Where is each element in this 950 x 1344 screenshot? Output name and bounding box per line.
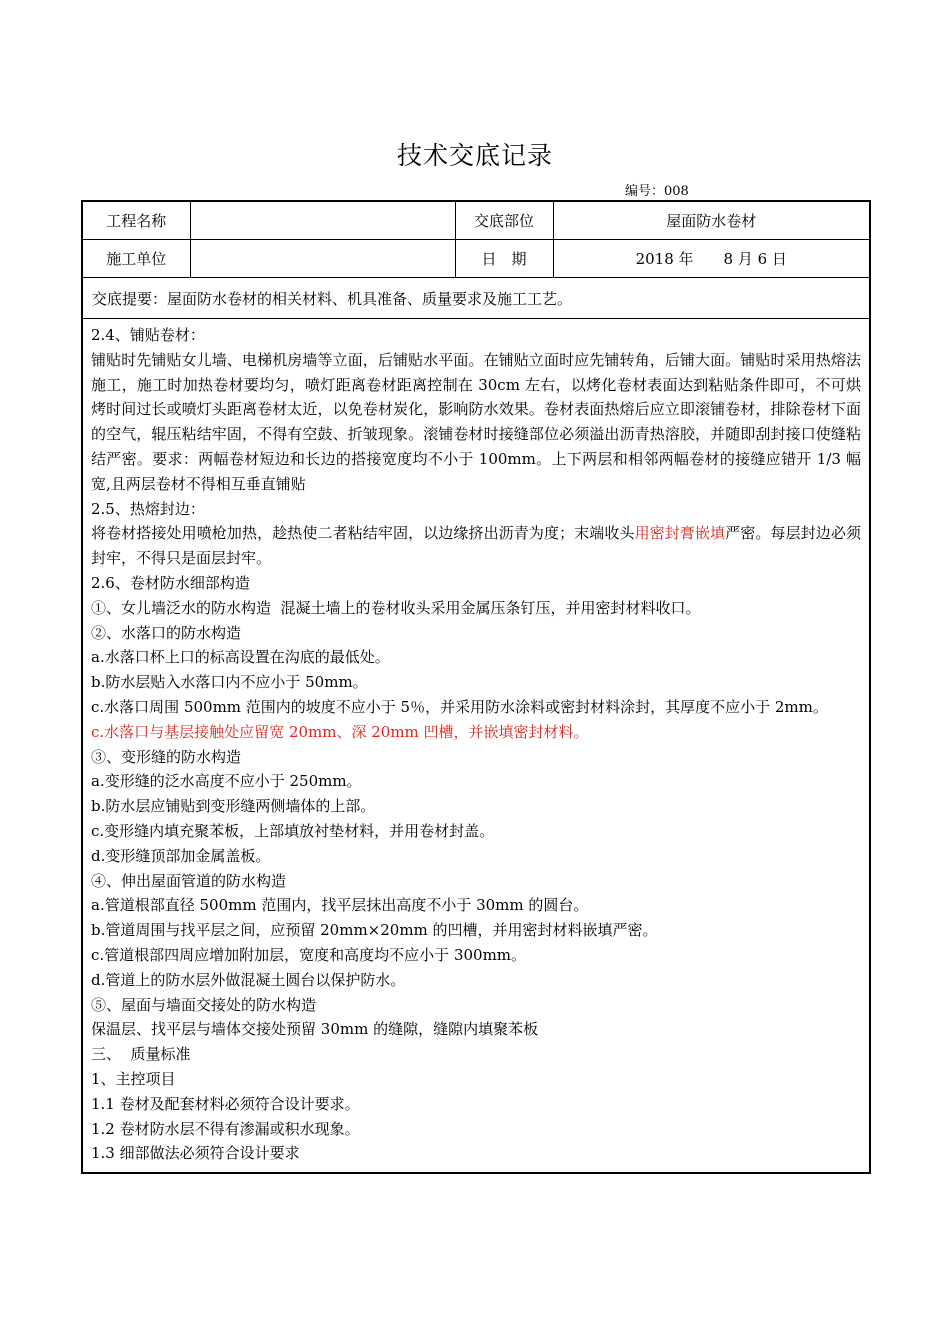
text-span: 严密。每层封边必须封牢，不得只是面层封牢。 [91,524,861,568]
project-name-label: 工程名称 [82,201,190,240]
part-label: 交底部位 [455,201,553,240]
text-span: 将卷材搭接处用喷枪加热，趁热使二者粘结牢固，以边缘挤出沥青为度；末端收头 [91,524,635,543]
table-row [82,201,870,240]
list-item: ③、变形缝的防水构造 [91,747,242,766]
content-body [82,319,870,1174]
list-item: 1.2 卷材防水层不得有渗漏或积水现象。 [91,1119,360,1138]
section-2-4-text: 铺贴时先铺贴女儿墙、电梯机房墙等立面，后铺贴水平面。在铺贴立面时应先铺转角，后铺大面。铺贴时采用热熔法施工，施工时加热卷材要均匀，喷灯距离卷材距离控制在 30cm 左右，以烤化卷材表面达到粘贴条件即可，不可烘烤时间过长或喷灯头距离卷材太近，以免卷材炭化，影响防水效果。卷材表面热熔后应立即滚铺卷材，排除卷材下面的空气，辊压粘结牢固，不得有空鼓、折皱现象。滚铺卷材时接缝部位必须溢出沥青热溶胶，并随即刮封接口使缝粘结严密。要求：两幅卷材短边和长边的搭接宽度均不小于 100mm。上下两层和相邻两幅卷材的接缝应错开 1/3 幅宽,且两层卷材不得相互垂直铺贴 [91,350,861,493]
list-item: d.管道上的防水层外做混凝土圆台以保护防水。 [91,970,406,989]
list-item: 1、主控项目 [91,1069,176,1088]
highlight-text: c.水落口与基层接触处应留宽 20mm、深 20mm 凹槽，并嵌填密封材料。 [91,722,589,741]
table-row [82,240,870,278]
section-2-4-title: 2.4、铺贴卷材： [91,326,205,344]
summary: 交底提要：屋面防水卷材的相关材料、机具准备、质量要求及施工工艺。 [82,278,870,319]
list-item: 保温层、找平层与墙体交接处预留 30mm 的缝隙，缝隙内填聚苯板 [91,1020,539,1039]
unit-value [190,240,455,278]
document-number: 编号：008 [625,184,689,199]
list-item: a.管道根部直径 500mm 范围内，找平层抹出高度不小于 30mm 的圆台。 [91,896,589,915]
section-2-6-title: 2.6、卷材防水细部构造 [91,573,250,592]
quality-section-title: 三、 质量标准 [91,1045,191,1064]
project-name-value [190,201,455,240]
list-item: ④、伸出屋面管道的防水构造 [91,871,287,890]
list-item: ②、水落口的防水构造 [91,623,242,642]
record-table [81,200,871,1174]
section-2-5-title: 2.5、热熔封边： [91,499,205,518]
list-item: a.变形缝的泛水高度不应小于 250mm。 [91,772,362,791]
list-item: ⑤、屋面与墙面交接处的防水构造 [91,995,317,1014]
list-item: c.变形缝内填充聚苯板，上部填放衬垫材料，并用卷材封盖。 [91,821,495,840]
page-title: 技术交底记录 [396,141,553,170]
list-item: 1.1 卷材及配套材料必须符合设计要求。 [91,1094,360,1113]
date-value: 2018 年 8 月 6 日 [553,240,870,278]
list-item: b.防水层贴入水落口内不应小于 50mm。 [91,673,368,692]
list-item: c.管道根部四周应增加附加层，宽度和高度均不应小于 300mm。 [91,945,527,964]
unit-label: 施工单位 [82,240,190,278]
list-item: ①、女儿墙泛水的防水构造 混凝土墙上的卷材收头采用金属压条钉压，并用密封材料收口。 [91,598,701,617]
table-row [82,319,870,1174]
list-item: b.管道周围与找平层之间，应预留 20mm×20mm 的凹槽，并用密封材料嵌填严密。 [91,921,658,940]
section-2-5-text [91,521,861,571]
list-item: a.水落口杯上口的标高设置在沟底的最低处。 [91,648,390,667]
highlight-text: 用密封膏嵌填 [634,524,726,543]
list-item: 1.3 细部做法必须符合设计要求 [91,1144,300,1163]
list-item: c.水落口周围 500mm 范围内的坡度不应小于 5％，并采用防水涂料或密封材料涂封，其厚度不应小于 2mm。 [91,697,828,716]
date-label: 日 期 [455,240,553,278]
part-value: 屋面防水卷材 [553,201,870,240]
table-row [82,278,870,319]
list-item: b.防水层应铺贴到变形缝两侧墙体的上部。 [91,797,376,816]
list-item: d.变形缝顶部加金属盖板。 [91,846,271,865]
